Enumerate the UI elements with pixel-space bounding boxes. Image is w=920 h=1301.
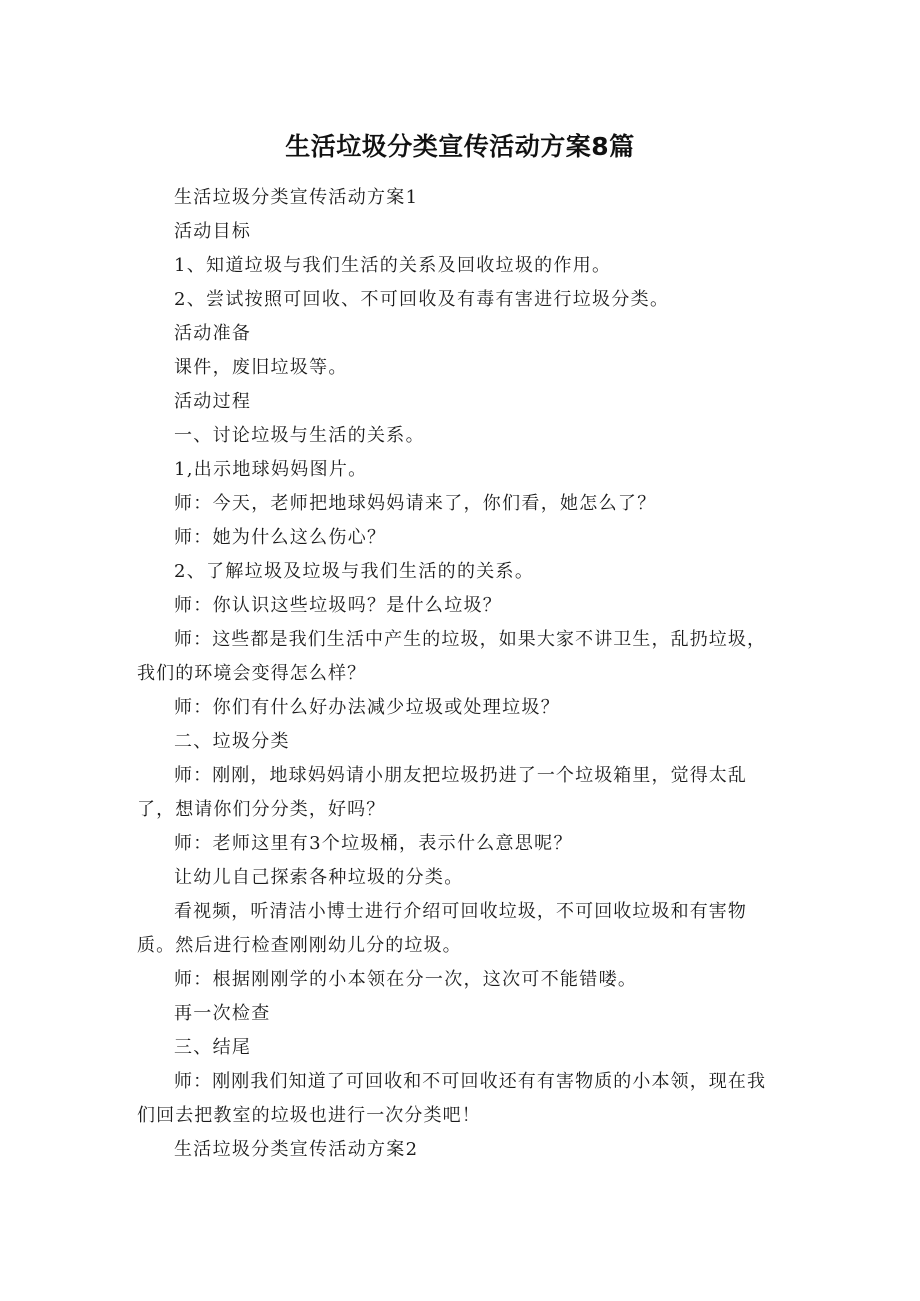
- teacher-line: 师：根据刚刚学的小本领在分一次，这次可不能错喽。: [174, 969, 638, 990]
- subheading-goals: 活动目标: [174, 221, 252, 242]
- process-step-1: 一、讨论垃圾与生活的关系。: [174, 425, 425, 446]
- goal-item-1: 1、知道垃圾与我们生活的关系及回收垃圾的作用。: [174, 255, 612, 276]
- document-body: [137, 181, 783, 1167]
- teacher-line: 师：你们有什么好办法减少垃圾或处理垃圾？: [174, 697, 560, 718]
- goal-item-2: 2、尝试按照可回收、不可回收及有毒有害进行垃圾分类。: [174, 289, 670, 310]
- teacher-line: 师：刚刚我们知道了可回收和不可回收还有有害物质的小本领，现在我们回去把教室的垃圾也进行一次分类吧！: [137, 1071, 767, 1126]
- activity-text: 再一次检查: [174, 1003, 271, 1024]
- section-heading-plan-1: 生活垃圾分类宣传活动方案1: [174, 187, 419, 208]
- subheading-process: 活动过程: [174, 391, 252, 412]
- activity-text: 让幼儿自己探索各种垃圾的分类。: [174, 867, 464, 888]
- teacher-line: 师：老师这里有3个垃圾桶，表示什么意思呢？: [174, 833, 573, 854]
- teacher-line: 师：刚刚，地球妈妈请小朋友把垃圾扔进了一个垃圾箱里，觉得太乱了，想请你们分分类，好吗？: [137, 765, 747, 820]
- process-step-3: 三、结尾: [174, 1037, 252, 1058]
- section-heading-plan-2: 生活垃圾分类宣传活动方案2: [174, 1139, 419, 1160]
- preparation-text: 课件，废旧垃圾等。: [174, 357, 348, 378]
- teacher-line: 师：她为什么这么伤心？: [174, 527, 387, 548]
- teacher-line: 师：这些都是我们生活中产生的垃圾，如果大家不讲卫生，乱扔垃圾，我们的环境会变得怎么样？: [137, 629, 767, 684]
- subheading-preparation: 活动准备: [174, 323, 252, 344]
- process-step-1-2: 2、了解垃圾及垃圾与我们生活的的关系。: [174, 561, 535, 582]
- teacher-line: 师：你认识这些垃圾吗？是什么垃圾？: [174, 595, 503, 616]
- process-step-1-1: 1,出示地球妈妈图片。: [174, 459, 368, 480]
- document-title: 生活垃圾分类宣传活动方案8篇: [285, 131, 635, 161]
- teacher-line: 师：今天，老师把地球妈妈请来了，你们看，她怎么了？: [174, 493, 657, 514]
- process-step-2: 二、垃圾分类: [174, 731, 290, 752]
- activity-text: 看视频，听清洁小博士进行介绍可回收垃圾，不可回收垃圾和有害物质。然后进行检查刚刚幼儿分的垃圾。: [137, 901, 747, 956]
